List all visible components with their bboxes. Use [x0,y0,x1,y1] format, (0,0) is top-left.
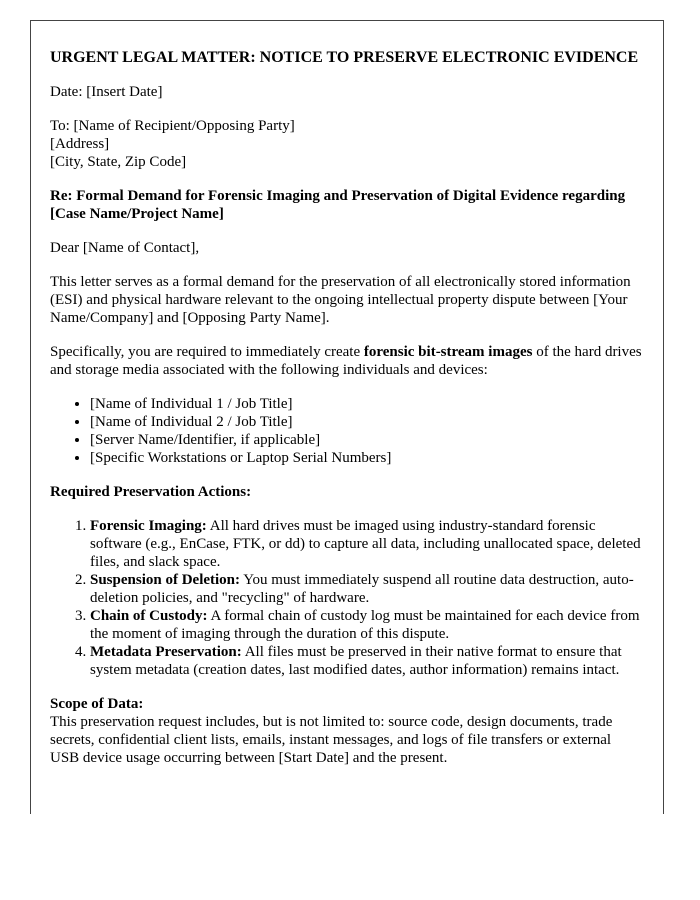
action-text: All hard drives must be imaged using industry-standard forensic software (e.g., EnCase, FTK, or dd) to capture all data, including unallocated space, deleted files, and slack space. [90,518,641,570]
action-title: Chain of Custody: [90,608,208,624]
specifically-paragraph [50,343,644,379]
actions-list [50,517,644,679]
emphasis: forensic bit-stream images [363,344,533,360]
list-item: • [Name of Individual 1 / Job Title] [90,395,644,413]
letter [30,20,664,814]
scope-text: This preservation request includes, but is not limited to: source code, design documents, trade secrets, confidential client lists, emails, instant messages, and logs of file transfers or external USB device usage occurring between [Start Date] and the present. [50,714,613,766]
letter-date: Date: [Insert Date] [50,84,163,100]
action-title: Forensic Imaging: [90,518,207,534]
action-text: You must immediately suspend all routine data destruction, auto-deletion policies, and "recycling" of hardware. [90,572,634,606]
list-item [90,607,644,643]
action-title: Metadata Preservation: [90,644,242,660]
recipient-name: To: [Name of Recipient/Opposing Party] [50,118,295,134]
actions-heading: Required Preservation Actions: [50,484,252,500]
list-item [90,571,644,607]
subject-line: Re: Formal Demand for Forensic Imaging and Preservation of Digital Evidence regarding [Case Name/Project Name] [50,188,626,222]
salutation: Dear [Name of Contact], [50,240,200,256]
action-title: Suspension of Deletion: [90,572,241,588]
letter-title: URGENT LEGAL MATTER: NOTICE TO PRESERVE ELECTRONIC EVIDENCE [50,49,639,66]
text: Specifically, you are required to immediately create [50,344,364,360]
recipient-city: [City, State, Zip Code] [50,154,187,170]
list-item [90,643,644,679]
list-item: • [Specific Workstations or Laptop Serial Numbers] [90,449,644,467]
target-list [50,395,644,467]
recipient-address: [Address] [50,136,110,152]
intro-paragraph: This letter serves as a formal demand for the preservation of all electronically stored information (ESI) and physical hardware relevant to the ongoing intellectual property dispute between [Your Name/Company] and [Opposing Party Name]. [50,274,631,326]
recipient-block [50,117,644,171]
list-item [90,517,644,571]
action-text: All files must be preserved in their native format to ensure that system metadata (creation dates, last modified dates, author information) remains intact. [90,644,622,678]
list-item: • [Name of Individual 2 / Job Title] [90,413,644,431]
action-text: A formal chain of custody log must be maintained for each device from the moment of imaging through the duration of this dispute. [90,608,640,642]
scope-section [50,695,644,767]
list-item: • [Server Name/Identifier, if applicable] [90,431,644,449]
scope-heading: Scope of Data: [50,696,144,712]
text: of the hard drives and storage media associated with the following individuals and devices: [50,344,642,378]
